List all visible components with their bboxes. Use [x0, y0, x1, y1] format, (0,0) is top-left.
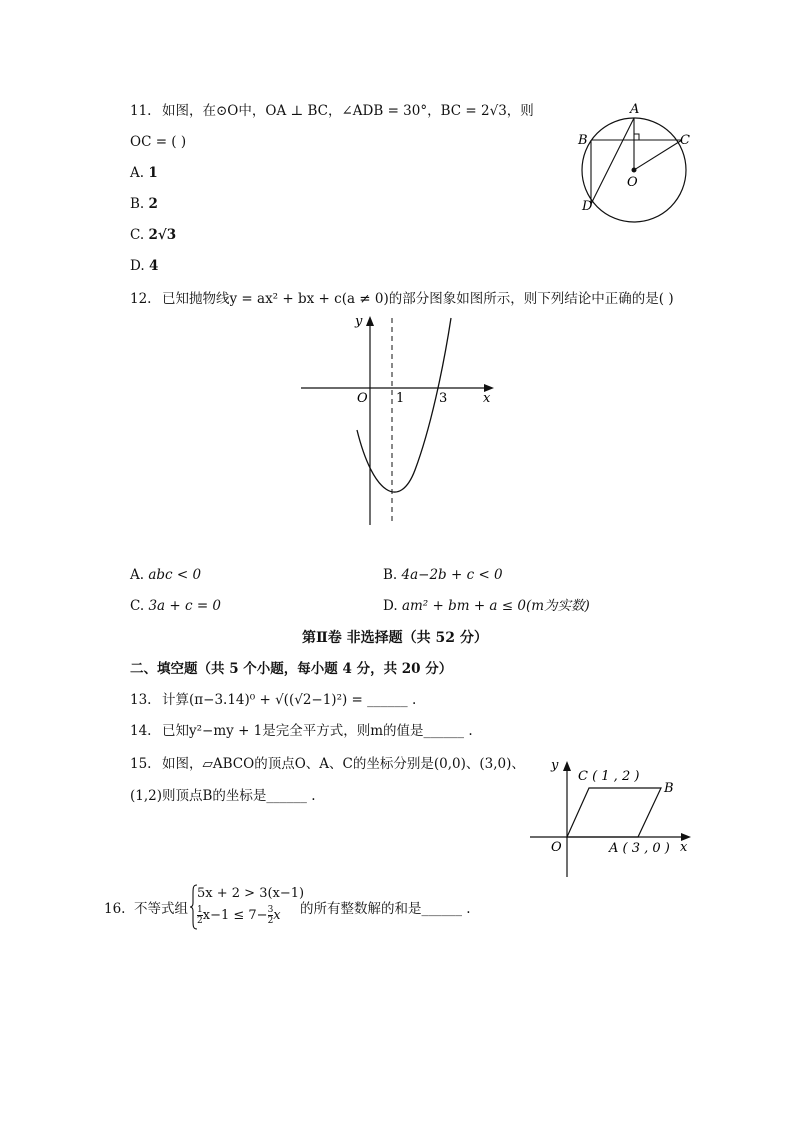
q12-option-a[interactable]: [130, 569, 201, 583]
part-two-heading: 二、填空题（共 5 个小题，每小题 4 分，共 20 分）: [130, 661, 453, 677]
q16-prefix: 不等式组: [134, 901, 188, 917]
q11-option-d[interactable]: [130, 260, 158, 274]
q12-option-b[interactable]: [383, 569, 503, 583]
fraction-half: $\frac{1}{2}$: [197, 905, 203, 926]
option-text: 4a−2b + c < 0: [401, 567, 503, 583]
option-text: abc < 0: [148, 567, 202, 583]
label-o: O: [627, 175, 638, 190]
q11-stem-line1: 如图，在⊙O中，OA ⊥ BC，∠ADB = 30°，BC = 2√3，则: [162, 103, 534, 119]
q12-option-d[interactable]: [383, 600, 590, 614]
label-c: C: [680, 133, 690, 148]
q11-stem-line2: OC = ( ): [130, 134, 187, 150]
q11-option-a[interactable]: [130, 167, 158, 181]
fraction-three-halves: $\frac{3}{2}$: [267, 905, 274, 926]
q16-inequality-1: 5x + 2 > 3(x−1): [197, 886, 305, 901]
q14-number: 14.: [130, 723, 152, 739]
tick-label-1: 1: [396, 391, 405, 406]
q13-number: 13.: [130, 692, 152, 708]
label-x: x: [680, 840, 688, 855]
q12-option-c[interactable]: [130, 600, 221, 614]
section-title: 第Ⅱ卷 非选择题（共 52 分）: [302, 630, 488, 646]
parallelogram-abco: [567, 788, 661, 837]
q16-number: 16.: [104, 901, 126, 917]
q13-text: 计算(π−3.14)⁰ + √((√2−1)²) = ______ .: [162, 692, 417, 708]
label-a: A ( 3 , 0 ): [609, 841, 670, 856]
q11-number: 11.: [130, 103, 152, 119]
q12-number: 12.: [130, 291, 152, 307]
q11-option-c[interactable]: [130, 229, 176, 243]
segment-oc: [634, 140, 682, 170]
label-origin: O: [357, 391, 368, 406]
label-y: y: [551, 758, 559, 773]
option-text: 3a + c = 0: [148, 598, 222, 614]
center-point: [632, 168, 637, 173]
q16-inequality-2: $\frac{1}{2}$ x−1 ≤ 7− $\frac{3}{2}$ x: [197, 905, 281, 926]
y-axis-arrow-icon: [563, 761, 571, 771]
label-b: B: [664, 781, 674, 796]
label-c: C ( 1 , 2 ): [578, 769, 640, 784]
option-text: 1: [148, 165, 158, 181]
q16-suffix: 的所有整数解的和是______ .: [300, 901, 471, 917]
q11-option-b[interactable]: [130, 198, 158, 212]
chord-ad: [591, 118, 634, 204]
option-letter: A.: [130, 567, 145, 583]
option-letter: D.: [130, 258, 145, 274]
q15-number: 15.: [130, 756, 152, 772]
label-y: y: [355, 314, 363, 329]
q14-text: 已知y²−my + 1是完全平方式，则m的值是______ .: [162, 723, 473, 739]
option-text: 4: [148, 258, 159, 274]
label-origin: O: [551, 840, 562, 855]
label-d: D: [582, 199, 593, 214]
y-axis-arrow-icon: [366, 316, 374, 326]
right-angle-mark: [634, 134, 639, 140]
label-x: x: [483, 391, 491, 406]
option-letter: C.: [130, 227, 145, 243]
q15-line1: 如图，▱ABCO的顶点O、A、C的坐标分别是(0,0)、(3,0)、: [162, 756, 525, 772]
q15-parallelogram-figure: [530, 755, 695, 880]
q11-circle-figure: [570, 100, 700, 220]
option-letter: A.: [130, 165, 145, 181]
label-a: A: [630, 102, 640, 117]
option-letter: C.: [130, 598, 145, 614]
option-text: 2√3: [148, 227, 177, 243]
tick-label-3: 3: [439, 391, 448, 406]
q12-stem: 已知抛物线y = ax² + bx + c(a ≠ 0)的部分图象如图所示，则下列结论中正确的是( ): [162, 291, 674, 307]
option-letter: D.: [383, 598, 398, 614]
q12-parabola-figure: [295, 310, 500, 530]
option-letter: B.: [383, 567, 398, 583]
label-b: B: [578, 133, 588, 148]
q15-line2: (1,2)则顶点B的坐标是______ .: [130, 788, 316, 804]
option-text: am² + bm + a ≤ 0(m为实数): [401, 598, 590, 614]
option-letter: B.: [130, 196, 145, 212]
option-text: 2: [148, 196, 158, 212]
